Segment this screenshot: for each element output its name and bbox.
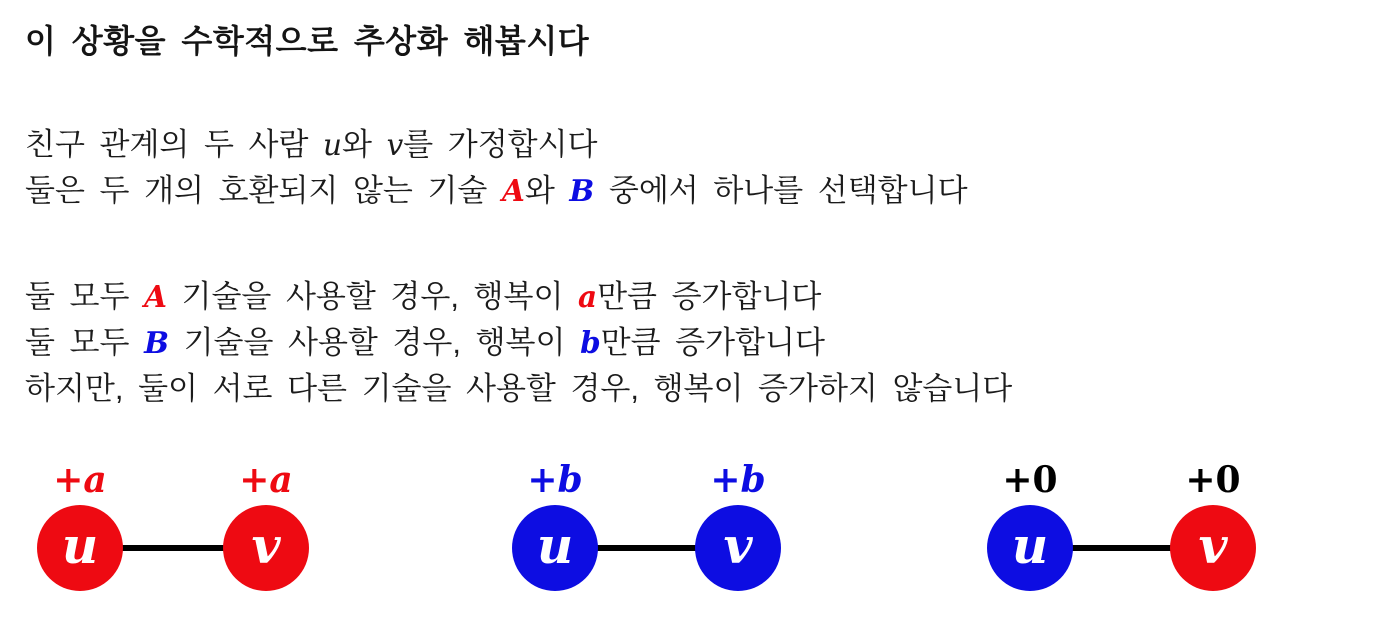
text-segment: 만큼 증가합니다 — [600, 325, 825, 360]
math-var-u: u — [323, 128, 342, 162]
rules-paragraph — [25, 274, 1012, 412]
gain-label-u — [20, 459, 140, 501]
text-segment: 를 가정합시다 — [403, 127, 598, 162]
text-line-rule-mismatch: 하지만, 둘이 서로 다른 기술을 사용할 경우, 행복이 증가하지 않습니다 — [25, 371, 1013, 406]
text-segment: 둘 모두 — [25, 325, 145, 360]
tech-B-label: B — [144, 325, 169, 360]
plus-sign: + — [53, 459, 84, 501]
node-u: u — [987, 505, 1073, 591]
intro-paragraph — [25, 122, 968, 214]
tech-A-label: A — [144, 279, 167, 314]
node-u: u — [512, 505, 598, 591]
plus-sign: + — [527, 459, 558, 501]
text-segment: 와 — [524, 173, 570, 208]
node-u: u — [37, 505, 123, 591]
node-v: v — [695, 505, 781, 591]
slide-title: 이 상황을 수학적으로 추상화 해봅시다 — [25, 23, 590, 59]
plus-sign: + — [1185, 459, 1216, 501]
tech-B-label: B — [569, 173, 595, 208]
gain-value: b — [557, 459, 583, 501]
text-segment: 중에서 하나를 선택합니다 — [594, 173, 968, 208]
gain-label-u — [970, 459, 1090, 501]
node-v: v — [223, 505, 309, 591]
gain-label-v — [678, 459, 798, 501]
tech-A-label: A — [501, 173, 525, 208]
gain-label-v — [206, 459, 326, 501]
happiness-a-var: a — [578, 279, 598, 314]
text-segment: 둘 모두 — [25, 279, 145, 314]
text-line-setup-people — [25, 122, 968, 168]
text-segment: 와 — [342, 127, 387, 162]
text-segment: 기술을 사용할 경우, 행복이 — [166, 279, 579, 314]
text-segment: 친구 관계의 두 사람 — [25, 127, 324, 162]
gain-label-u — [495, 459, 615, 501]
text-line-rule-A — [25, 274, 1012, 320]
gain-value: 0 — [1215, 459, 1241, 501]
text-segment: 기술을 사용할 경우, 행복이 — [168, 325, 581, 360]
gain-value: a — [269, 459, 293, 501]
plus-sign: + — [710, 459, 741, 501]
text-line-setup-tech — [25, 168, 968, 214]
text-segment: 만큼 증가합니다 — [597, 279, 822, 314]
gain-value: a — [83, 459, 107, 501]
gain-value: b — [740, 459, 766, 501]
node-v: v — [1170, 505, 1256, 591]
plus-sign: + — [239, 459, 270, 501]
math-var-v: v — [386, 128, 404, 162]
text-line-rule-B — [25, 320, 1012, 366]
gain-value: 0 — [1032, 459, 1058, 501]
gain-label-v — [1153, 459, 1273, 501]
happiness-b-var: b — [580, 325, 601, 360]
text-segment: 둘은 두 개의 호환되지 않는 기술 — [25, 173, 502, 208]
plus-sign: + — [1002, 459, 1033, 501]
